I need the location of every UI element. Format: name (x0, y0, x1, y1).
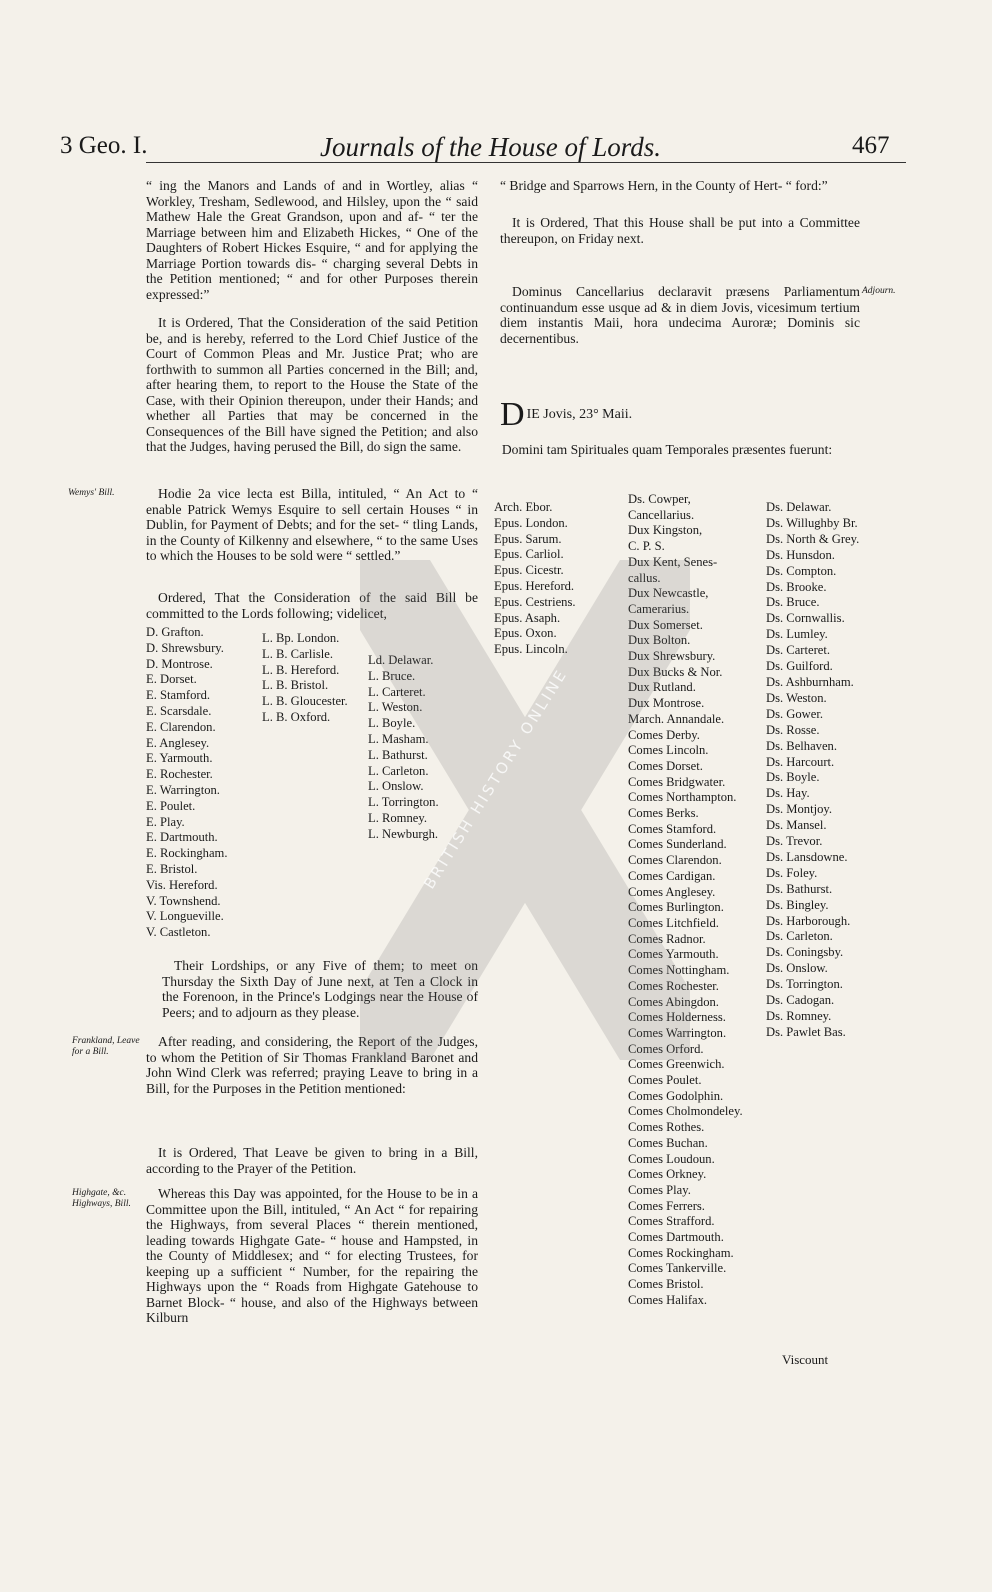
lord-name: Ds. Brooke. (766, 579, 827, 594)
lord-name: Arch. Ebor. (494, 500, 553, 514)
lord-name: Comes Sunderland. (628, 837, 727, 852)
committee-lords-col2 (262, 631, 348, 726)
lord-name: E. Poulet. (146, 798, 196, 813)
lord-name: March. Annandale. (628, 711, 725, 726)
lord-name: L. Bp. London. (262, 631, 340, 645)
lord-name: L. B. Carlisle. (262, 646, 334, 661)
lord-name: Epus. Cestriens. (494, 594, 576, 609)
lord-name: Ds. Bathurst. (766, 881, 833, 896)
lord-name: D. Montrose. (146, 656, 213, 671)
lord-name: Comes Litchfield. (628, 915, 719, 930)
lord-name: L. Bathurst. (368, 747, 428, 762)
lord-name: Ds. Coningsby. (766, 945, 844, 960)
lord-name: L. Boyle. (368, 716, 416, 731)
lord-name: Ds. Harcourt. (766, 754, 835, 769)
lord-name: Ds. Torrington. (766, 977, 843, 992)
lord-name: E. Warrington. (146, 782, 220, 797)
margin-note-frankland: Frankland, Leave for a Bill. (72, 1036, 140, 1057)
lord-name: Comes Lincoln. (628, 743, 709, 758)
lord-name: Comes Radnor. (628, 931, 706, 946)
lord-name: Ds. Mansel. (766, 818, 827, 833)
lord-name: Ds. Guilford. (766, 659, 833, 674)
lord-name: E. Yarmouth. (146, 751, 213, 766)
lord-name: Comes Northampton. (628, 790, 737, 805)
lord-name: Comes Rothes. (628, 1120, 705, 1135)
lord-name: Comes Tankerville. (628, 1261, 727, 1276)
regnal-year: 3 Geo. I. (60, 132, 148, 159)
lord-name: Comes Rochester. (628, 978, 719, 993)
committee-meeting-text: Their Lordships, or any Five of them; to meet on Thursday the Sixth Day of June next, at Ten a Clock in the Forenoon, in the Prince's Lodgings near the House of Peers; and to adjourn as they please. (162, 958, 478, 1020)
peers-list (628, 492, 743, 1309)
watermark-text: BRITISH HISTORY ONLINE (420, 665, 572, 893)
lord-name: Ds. Bruce. (766, 595, 820, 610)
lord-name: Dux Shrewsbury. (628, 649, 716, 664)
lord-name: Ds. Ashburnham. (766, 674, 854, 689)
lord-name: Epus. London. (494, 515, 568, 530)
lord-name: Comes Bristol. (628, 1277, 704, 1292)
lord-name: Comes Bridgwater. (628, 774, 726, 789)
lord-name: Ds. Boyle. (766, 770, 820, 785)
margin-note-adjourn: Adjourn. (862, 286, 896, 296)
lord-name: L. Weston. (368, 700, 423, 715)
lord-name: Ds. Gower. (766, 706, 824, 721)
lord-name: Cancellarius. (628, 507, 695, 522)
lord-name: L. Newburgh. (368, 826, 439, 841)
barons-list (766, 500, 859, 1041)
lord-name: Comes Godolphin. (628, 1088, 724, 1103)
lord-name: Comes Strafford. (628, 1214, 715, 1229)
lord-name: E. Scarsdale. (146, 703, 212, 718)
lord-name: L. Bruce. (368, 668, 416, 683)
lord-name: E. Anglesey. (146, 735, 210, 750)
present-heading: Domini tam Spirituales quam Temporales præsentes fuerunt: (501, 442, 833, 457)
lord-name: Ds. Hunsdon. (766, 547, 835, 562)
lord-name: Ds. Hay. (766, 786, 810, 801)
lord-name: Comes Burlington. (628, 900, 724, 915)
lord-name: Comes Yarmouth. (628, 947, 719, 962)
lord-name: Comes Warrington. (628, 1025, 727, 1040)
lord-name: Comes Orford. (628, 1041, 704, 1056)
highgate-bill-text-cont: “ Bridge and Sparrows Hern, in the County of Hert- “ ford:” (500, 178, 828, 193)
lord-name: Dux Bolton. (628, 633, 691, 648)
hale-bill-text: “ ing the Manors and Lands of and in Wortley, alias “ Workley, Tresham, Sedlewood, and Hilsley, upon the “ said Mathew Hale the Great Grandson, upon and af- “ ter the Marriage between him and Elizabeth Hickes, “ One of the Daughters of Robert Hickes Esquire, “ and for applying the Marriage Portion towards dis- “ charging several Debts in the Petition mentioned; “ and for other Purposes therein expressed:” (146, 178, 478, 302)
catchword: Viscount (782, 1352, 829, 1367)
lord-name: Ds. North & Grey. (766, 531, 860, 546)
lord-name: E. Rochester. (146, 767, 213, 782)
lord-name: Vis. Hereford. (146, 877, 218, 892)
lord-name: L. Carleton. (368, 763, 429, 778)
frankland-report-text: After reading, and considering, the Report of the Judges, to whom the Petition of Sir Thomas Frankland Baronet and John Wind Clerk was referred; praying Leave to bring in a Bill, for the Purposes in the Petition mentioned: (146, 1034, 478, 1096)
lord-name: Epus. Sarum. (494, 531, 562, 546)
lord-name: Comes Anglesey. (628, 884, 716, 899)
lord-name: Ds. Lansdowne. (766, 849, 848, 864)
lord-name: Comes Play. (628, 1182, 691, 1197)
committee-lords-col3 (368, 653, 439, 843)
lord-name: Dux Somerset. (628, 617, 703, 632)
lord-name: Dux Kingston, (628, 523, 703, 538)
lord-name: Ds. Cornwallis. (766, 611, 845, 626)
lord-name: Ds. Lumley. (766, 627, 828, 642)
lord-name: Ds. Trevor. (766, 834, 823, 849)
lord-name: Comes Stamford. (628, 821, 717, 836)
adjournment-text: Dominus Cancellarius declaravit præsens Parliamentum continuandum esse usque ad & in diem Jovis, vicesimum tertium diem instantis Maii, hora undecima Auroræ; Dominis sic decernentibus. (500, 284, 860, 346)
lord-name: L. B. Oxford. (262, 709, 331, 724)
lord-name: Ds. Montjoy. (766, 802, 833, 817)
lord-name: Dux Bucks & Nor. (628, 664, 723, 679)
lord-name: V. Longueville. (146, 909, 224, 924)
lord-name: Comes Dartmouth. (628, 1230, 724, 1245)
lord-name: Comes Clarendon. (628, 853, 722, 868)
lord-name: L. B. Hereford. (262, 662, 340, 677)
lord-name: Ds. Carteret. (766, 643, 830, 658)
lord-name: Dux Newcastle, (628, 586, 709, 601)
lord-name: Ds. Harborough. (766, 913, 851, 928)
frankland-order: It is Ordered, That Leave be given to bring in a Bill, according to the Prayer of the Petition. (146, 1145, 478, 1176)
lord-name: Epus. Hereford. (494, 578, 575, 593)
lord-name: Dux Rutland. (628, 680, 696, 695)
lord-name: Dux Kent, Senes- (628, 554, 718, 569)
drop-cap: D (500, 396, 525, 433)
sitting-date-text: IE Jovis, 23° Maii. (526, 407, 633, 422)
lord-name: E. Rockingham. (146, 846, 228, 861)
lord-name: Camerarius. (628, 601, 690, 616)
lord-name: Ds. Bingley. (766, 897, 829, 912)
lord-name: Comes Ferrers. (628, 1198, 705, 1213)
lord-name: Comes Dorset. (628, 758, 703, 773)
lord-name: V. Townshend. (146, 893, 221, 908)
lord-name: Comes Berks. (628, 806, 699, 821)
lord-name: D. Shrewsbury. (146, 640, 224, 655)
lord-name: V. Castleton. (146, 925, 211, 940)
sitting-date (500, 396, 860, 433)
lord-name: Comes Orkney. (628, 1167, 707, 1182)
wemys-bill-text: Hodie 2a vice lecta est Billa, intituled, “ An Act to “ enable Patrick Wemys Esquire to sell certain Houses “ in Dublin, for Payment of Debts; and for the set- “ tling Lands, in the County of Kilkenny and elsewhere, “ to the same Uses to which the Houses to be sold were “ settled.” (146, 486, 478, 563)
lord-name: Comes Greenwich. (628, 1057, 725, 1072)
lord-name: D. Grafton. (146, 625, 204, 639)
lord-name: E. Stamford. (146, 688, 211, 703)
lord-name: L. Romney. (368, 810, 427, 825)
committee-lords-col1 (146, 625, 228, 941)
margin-note-highgate: Highgate, &c. Highways, Bill. (72, 1188, 131, 1209)
highgate-bill-text: Whereas this Day was appointed, for the House to be in a Committee upon the Bill, intituled, “ An Act “ for repairing the Highways, from several Places “ therein mentioned, leading towards Highgate Gate- “ house and Hampsted, in the County of Middlesex; and “ for electing Trustees, for keeping up a sufficient “ Number, for the repairing the Highways upon the “ Roads from Highgate Gatehouse to Barnet Block- “ house, and also of the Highways between Kilburn (146, 1186, 478, 1325)
lord-name: Comes Rockingham. (628, 1245, 734, 1260)
lord-name: L. B. Bristol. (262, 678, 329, 693)
highgate-order: It is Ordered, That this House shall be put into a Committee thereupon, on Friday next. (500, 215, 860, 246)
lord-name: Ds. Willughby Br. (766, 515, 858, 530)
lord-name: Comes Abingdon. (628, 994, 719, 1009)
lord-name: Ds. Foley. (766, 865, 818, 880)
lord-name: Comes Cardigan. (628, 868, 716, 883)
lord-name: L. Torrington. (368, 795, 439, 810)
lord-name: Ds. Compton. (766, 563, 837, 578)
lord-name: Comes Poulet. (628, 1073, 702, 1088)
wemys-committee-order: Ordered, That the Consideration of the said Bill be committed to the Lords following; videlicet, (146, 590, 478, 621)
lord-name: Ld. Delawar. (368, 653, 434, 667)
header-rule (146, 162, 906, 163)
lord-name: Epus. Cicestr. (494, 563, 564, 578)
lord-name: Ds. Cadogan. (766, 993, 835, 1008)
lord-name: Epus. Asaph. (494, 610, 561, 625)
bishops-list (494, 500, 576, 658)
lord-name: L. Carteret. (368, 684, 426, 699)
lord-name: E. Play. (146, 814, 185, 829)
lord-name: E. Dartmouth. (146, 830, 218, 845)
lord-name: Comes Buchan. (628, 1135, 708, 1150)
margin-note-wemys: Wemys' Bill. (68, 488, 115, 498)
lord-name: E. Dorset. (146, 672, 197, 687)
lord-name: Ds. Romney. (766, 1009, 832, 1023)
lord-name: Ds. Pawlet Bas. (766, 1024, 846, 1039)
lord-name: Comes Cholmondeley. (628, 1104, 743, 1119)
lord-name: Ds. Carleton. (766, 929, 833, 944)
lord-name: callus. (628, 570, 661, 585)
lord-name: Comes Holderness. (628, 1010, 726, 1025)
lord-name: L. Onslow. (368, 779, 424, 794)
lord-name: Epus. Lincoln. (494, 642, 568, 657)
lord-name: Epus. Carliol. (494, 547, 564, 562)
lord-name: Ds. Onslow. (766, 961, 828, 976)
lord-name: Ds. Belhaven. (766, 738, 837, 753)
lord-name: Comes Derby. (628, 727, 700, 742)
lord-name: Epus. Oxon. (494, 626, 557, 641)
lord-name: Comes Nottingham. (628, 963, 730, 978)
lord-name: Ds. Cowper, (628, 492, 691, 506)
lord-name: L. B. Gloucester. (262, 694, 348, 709)
lord-name: Comes Halifax. (628, 1292, 708, 1307)
lord-name: Ds. Rosse. (766, 722, 820, 737)
page-number: 467 (852, 132, 890, 159)
lord-name: Comes Loudoun. (628, 1151, 715, 1166)
lord-name: C. P. S. (628, 539, 665, 554)
lord-name: Dux Montrose. (628, 696, 705, 711)
hale-order: It is Ordered, That the Consideration of the said Petition be, and is hereby, referred to the Lord Chief Justice of the Court of Common Pleas and Mr. Justice Prat; who are forthwith to summon all Parties concerned in the Bill; and, after hearing them, to report to the House the State of the Case, with their Opinion thereupon, under their Hands; and whether all Parties that may be concerned in the Consequences of the Bill have signed the Petition; and also that the Judges, having perused the Bill, do sign the same. (146, 315, 478, 454)
lord-name: Ds. Weston. (766, 690, 827, 705)
lord-name: Ds. Delawar. (766, 500, 832, 514)
lord-name: E. Clarendon. (146, 719, 216, 734)
lord-name: E. Bristol. (146, 861, 198, 876)
journal-title: Journals of the House of Lords. (320, 132, 662, 162)
lord-name: L. Masham. (368, 731, 429, 746)
